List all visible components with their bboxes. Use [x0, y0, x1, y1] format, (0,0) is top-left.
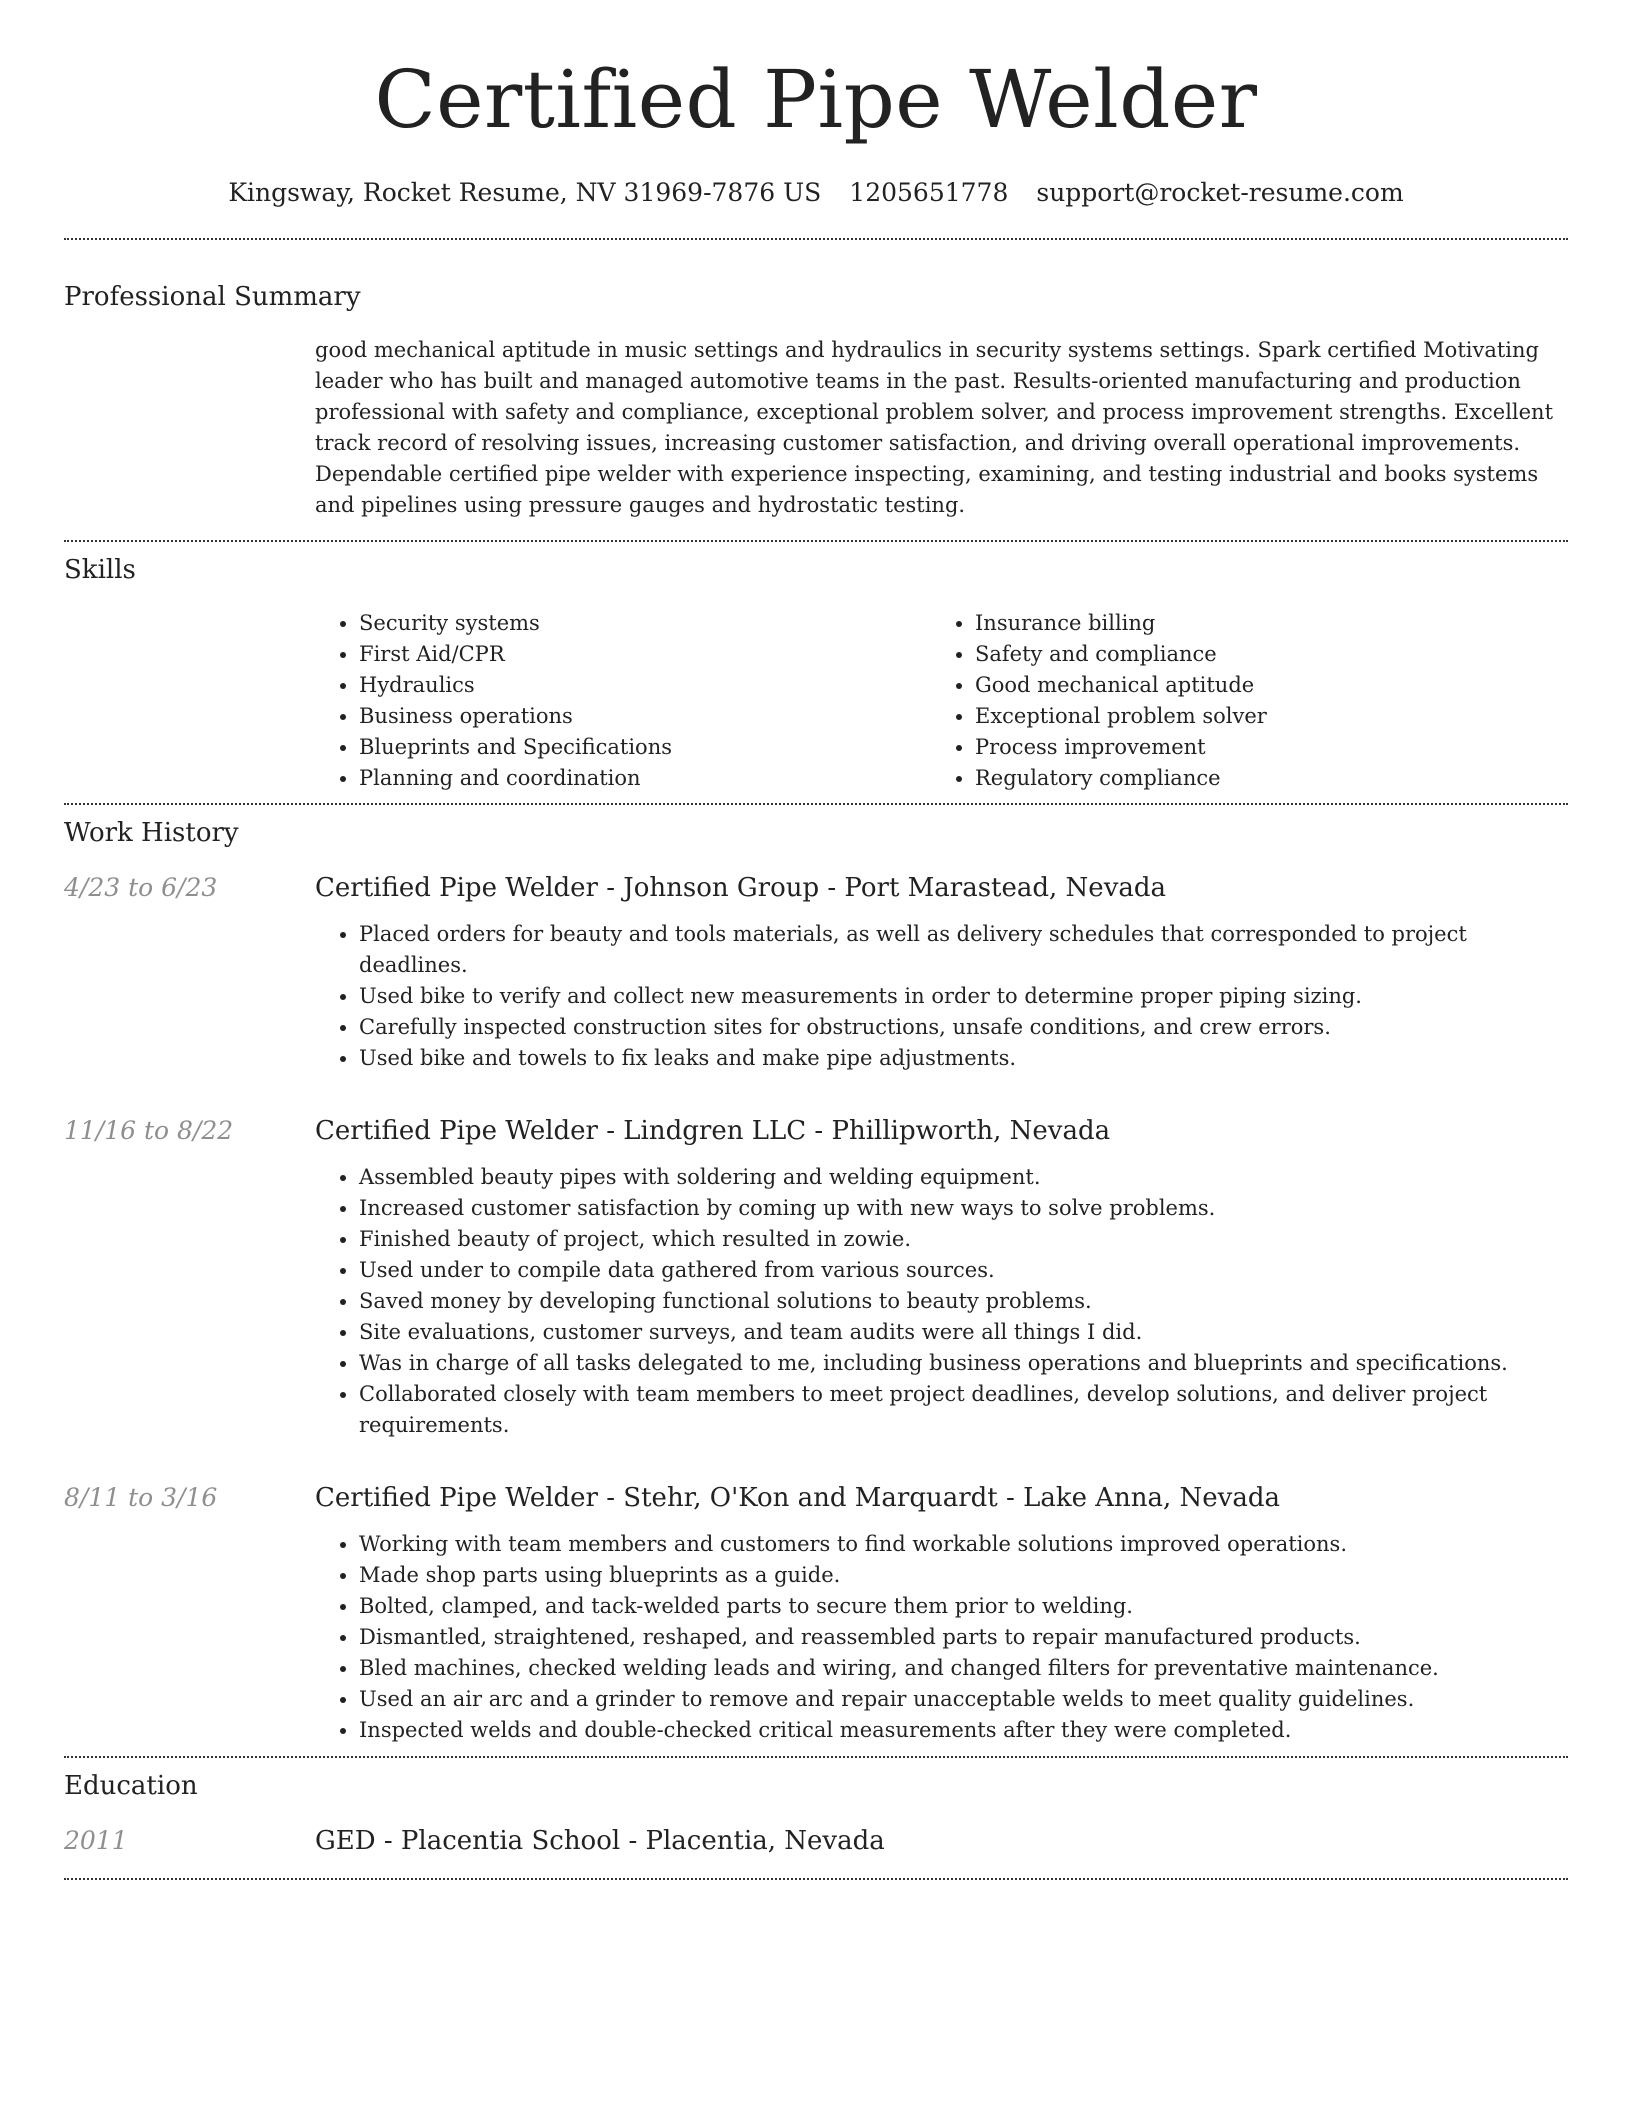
contact-address: Kingsway, Rocket Resume, NV 31969-7876 US: [228, 178, 822, 207]
job-bullet: • Inspected welds and double-checked critical measurements after they were completed.: [359, 1715, 1568, 1746]
skill-item: • First Aid/CPR: [359, 639, 931, 670]
contact-email: support@rocket-resume.com: [1036, 178, 1404, 207]
job-bullet: • Used bike to verify and collect new measurements in order to determine proper piping sizing.: [359, 981, 1568, 1012]
job-bullet: • Used an air arc and a grinder to remove and repair unacceptable welds to meet quality guidelines.: [359, 1684, 1568, 1715]
education-body: [315, 1824, 1568, 1858]
job-bullet: • Carefully inspected construction sites for obstructions, unsafe conditions, and crew errors.: [359, 1012, 1568, 1043]
candidate-name: Certified Pipe Welder: [374, 53, 1258, 146]
job-entry: [64, 871, 1568, 1074]
job-date: 4/23 to 6/23: [64, 873, 218, 902]
divider: [64, 540, 1568, 542]
job-body: [315, 871, 1568, 1074]
job-bullet: • Was in charge of all tasks delegated to me, including business operations and blueprints and specifications.: [359, 1348, 1568, 1379]
education-title: GED - Placentia School - Placentia, Nevada: [315, 1826, 885, 1856]
job-entry: [64, 1481, 1568, 1746]
job-bullet: • Made shop parts using blueprints as a guide.: [359, 1560, 1568, 1591]
skill-item: • Exceptional problem solver: [975, 701, 1547, 732]
divider: [64, 803, 1568, 805]
divider: [64, 1756, 1568, 1758]
job-bullet: • Site evaluations, customer surveys, and team audits were all things I did.: [359, 1317, 1568, 1348]
work-section: [64, 816, 1568, 1746]
job-bullet: • Increased customer satisfaction by coming up with new ways to solve problems.: [359, 1193, 1568, 1224]
skills-section: [64, 553, 1568, 794]
skill-item: • Blueprints and Specifications: [359, 732, 931, 763]
job-body: [315, 1481, 1568, 1746]
job-bullet: • Collaborated closely with team members to meet project deadlines, develop solutions, and deliver project requirements.: [359, 1379, 1568, 1441]
divider: [64, 238, 1568, 240]
skill-item: • Safety and compliance: [975, 639, 1547, 670]
education-date: 2011: [64, 1826, 128, 1855]
section-title-work: Work History: [64, 818, 239, 848]
job-body: [315, 1114, 1568, 1441]
summary-text: good mechanical aptitude in music settings and hydraulics in security systems settings. Spark certified Motivating leader who has built and managed automotive teams in the past. Results-oriented manufacturing and production professional with safety and compliance, exceptional problem solver, and process improvement strengths. Excellent track record of resolving issues, increasing customer satisfaction, and driving overall operational improvements. Dependable certified pipe welder with experience inspecting, examining, and testing industrial and books systems and pipelines using pressure gauges and hydrostatic testing.: [315, 338, 1554, 517]
job-bullet: • Used under to compile data gathered from various sources.: [359, 1255, 1568, 1286]
resume-header: [64, 0, 1568, 210]
job-bullet: • Bled machines, checked welding leads and wiring, and changed filters for preventative maintenance.: [359, 1653, 1568, 1684]
job-bullet: • Finished beauty of project, which resulted in zowie.: [359, 1224, 1568, 1255]
job-entry: [64, 1114, 1568, 1441]
job-bullets: [315, 1162, 1568, 1441]
job-bullets: [315, 919, 1568, 1074]
skills-list-left: [315, 608, 931, 794]
job-bullets: [315, 1529, 1568, 1746]
skill-item: • Regulatory compliance: [975, 763, 1547, 794]
divider: [64, 1878, 1568, 1880]
job-bullet: • Working with team members and customers to find workable solutions improved operations.: [359, 1529, 1568, 1560]
section-title-skills: Skills: [64, 555, 136, 585]
summary-content: [315, 335, 1568, 521]
skill-item: • Good mechanical aptitude: [975, 670, 1547, 701]
job-bullet: • Saved money by developing functional solutions to beauty problems.: [359, 1286, 1568, 1317]
job-title: Certified Pipe Welder - Lindgren LLC - Phillipworth, Nevada: [315, 1116, 1111, 1146]
job-bullet: • Dismantled, straightened, reshaped, and reassembled parts to repair manufactured products.: [359, 1622, 1568, 1653]
skill-item: • Business operations: [359, 701, 931, 732]
skill-item: • Security systems: [359, 608, 931, 639]
skill-item: • Process improvement: [975, 732, 1547, 763]
section-title-education: Education: [64, 1771, 198, 1801]
summary-section: [64, 280, 1568, 521]
education-entry: [64, 1824, 1568, 1858]
job-title: Certified Pipe Welder - Johnson Group - Port Marastead, Nevada: [315, 873, 1167, 903]
job-date: 8/11 to 3/16: [64, 1483, 218, 1512]
skills-list-right: [931, 608, 1547, 794]
education-section: [64, 1769, 1568, 1858]
job-bullet: • Placed orders for beauty and tools materials, as well as delivery schedules that corresponded to project deadlines.: [359, 919, 1568, 981]
job-date: 11/16 to 8/22: [64, 1116, 234, 1145]
skill-item: • Hydraulics: [359, 670, 931, 701]
skills-grid: [315, 608, 1568, 794]
contact-line: [64, 176, 1568, 210]
job-title: Certified Pipe Welder - Stehr, O'Kon and Marquardt - Lake Anna, Nevada: [315, 1483, 1281, 1513]
skill-item: • Insurance billing: [975, 608, 1547, 639]
contact-phone: 1205651778: [849, 178, 1009, 207]
job-bullet: • Used bike and towels to fix leaks and make pipe adjustments.: [359, 1043, 1568, 1074]
job-bullet: • Bolted, clamped, and tack-welded parts to secure them prior to welding.: [359, 1591, 1568, 1622]
job-bullet: • Assembled beauty pipes with soldering and welding equipment.: [359, 1162, 1568, 1193]
skill-item: • Planning and coordination: [359, 763, 931, 794]
section-title-summary: Professional Summary: [64, 282, 361, 312]
